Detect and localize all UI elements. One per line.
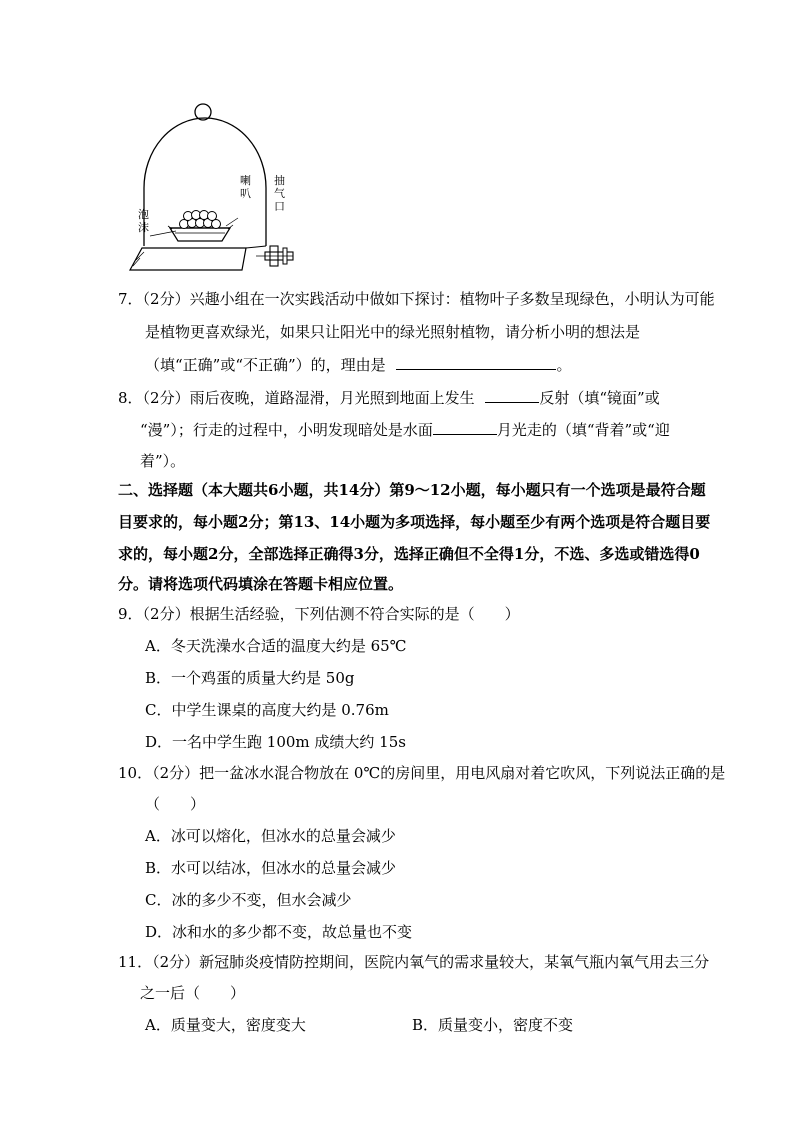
q10-option-c[interactable]: C．冰的多少不变，但水会减少 bbox=[145, 891, 352, 909]
q8-line1 bbox=[118, 387, 660, 408]
q8-blank-1[interactable] bbox=[485, 387, 539, 403]
q11-stem: 11．（2分）新冠肺炎疫情防控期间，医院内氧气的需求量较大，某氧气瓶内氧气用去三分 bbox=[118, 953, 710, 971]
q10-option-d[interactable]: D．冰和水的多少都不变，故总量也不变 bbox=[145, 923, 413, 941]
label-speaker: 喇叭 bbox=[240, 174, 251, 200]
q7-line2: 是植物更喜欢绿光，如果只让阳光中的绿光照射植物，请分析小明的想法是 bbox=[145, 323, 641, 341]
q8-line3: 着”）。 bbox=[140, 452, 186, 470]
section2-line4: 分。请将选项代码填涂在答题卡相应位置。 bbox=[118, 575, 404, 593]
q8-line1-text: 8．（2分）雨后夜晚，道路湿滑，月光照到地面上发生 bbox=[118, 389, 475, 407]
q8-line1-end: 反射（填“镜面”或 bbox=[539, 389, 660, 407]
q10-paren: （ ） bbox=[145, 795, 206, 813]
q9-option-d[interactable]: D．一名中学生跑 100m 成绩大约 15s bbox=[145, 733, 406, 751]
q7-line3-end: 。 bbox=[556, 356, 572, 374]
q10-option-a[interactable]: A．冰可以熔化，但冰水的总量会减少 bbox=[145, 827, 396, 845]
q8-line2-text: “漫”）；行走的过程中，小明发现暗处是水面 bbox=[140, 421, 433, 439]
q8-blank-2[interactable] bbox=[433, 419, 497, 435]
label-foam: 泡沫 bbox=[138, 208, 149, 234]
q7-line3 bbox=[145, 354, 571, 375]
q9-option-a[interactable]: A．冬天洗澡水合适的温度大约是 65℃ bbox=[145, 637, 407, 655]
q7-line1: 7．（2分）兴趣小组在一次实践活动中做如下探讨：植物叶子多数呈现绿色，小明认为可能 bbox=[118, 290, 715, 308]
speaker-balls bbox=[180, 211, 221, 229]
section2-line3: 求的，每小题2分，全部选择正确得3分，选择正确但不全得1分，不选、多选或错选得0 bbox=[118, 545, 700, 563]
q11-option-a[interactable]: A．质量变大，密度变大 bbox=[145, 1016, 306, 1034]
q7-line3-text: （填“正确”或“不正确”）的，理由是 bbox=[145, 356, 386, 374]
q10-option-b[interactable]: B．水可以结冰，但冰水的总量会减少 bbox=[145, 859, 397, 877]
q11-stem2: 之一后（ ） bbox=[140, 984, 246, 1002]
q9-stem: 9．（2分）根据生活经验，下列估测不符合实际的是（ ） bbox=[118, 605, 520, 623]
section2-line2: 目要求的，每小题2分；第13、14小题为多项选择，每小题至少有两个选项是符合题目要 bbox=[118, 513, 711, 531]
q11-option-b[interactable]: B．质量变小，密度不变 bbox=[412, 1016, 574, 1034]
bell-jar-figure bbox=[128, 100, 306, 278]
q10-stem: 10．（2分）把一盆冰水混合物放在 0℃的房间里，用电风扇对着它吹风，下列说法正确的是 bbox=[118, 764, 726, 782]
section2-line1: 二、选择题（本大题共6小题，共14分）第9～12小题，每小题只有一个选项是最符合题 bbox=[118, 481, 706, 499]
q9-option-c[interactable]: C．中学生课桌的高度大约是 0.76m bbox=[145, 701, 389, 719]
foam-tray bbox=[170, 228, 230, 241]
q8-line2-end: 月光走的（填“背着”或“迎 bbox=[496, 421, 670, 439]
base-plate bbox=[130, 248, 246, 270]
q7-answer-blank[interactable] bbox=[396, 354, 556, 370]
q9-option-b[interactable]: B．一个鸡蛋的质量大约是 50g bbox=[145, 669, 355, 687]
q8-line2 bbox=[140, 419, 670, 440]
label-exhaust: 抽气口 bbox=[274, 174, 285, 213]
